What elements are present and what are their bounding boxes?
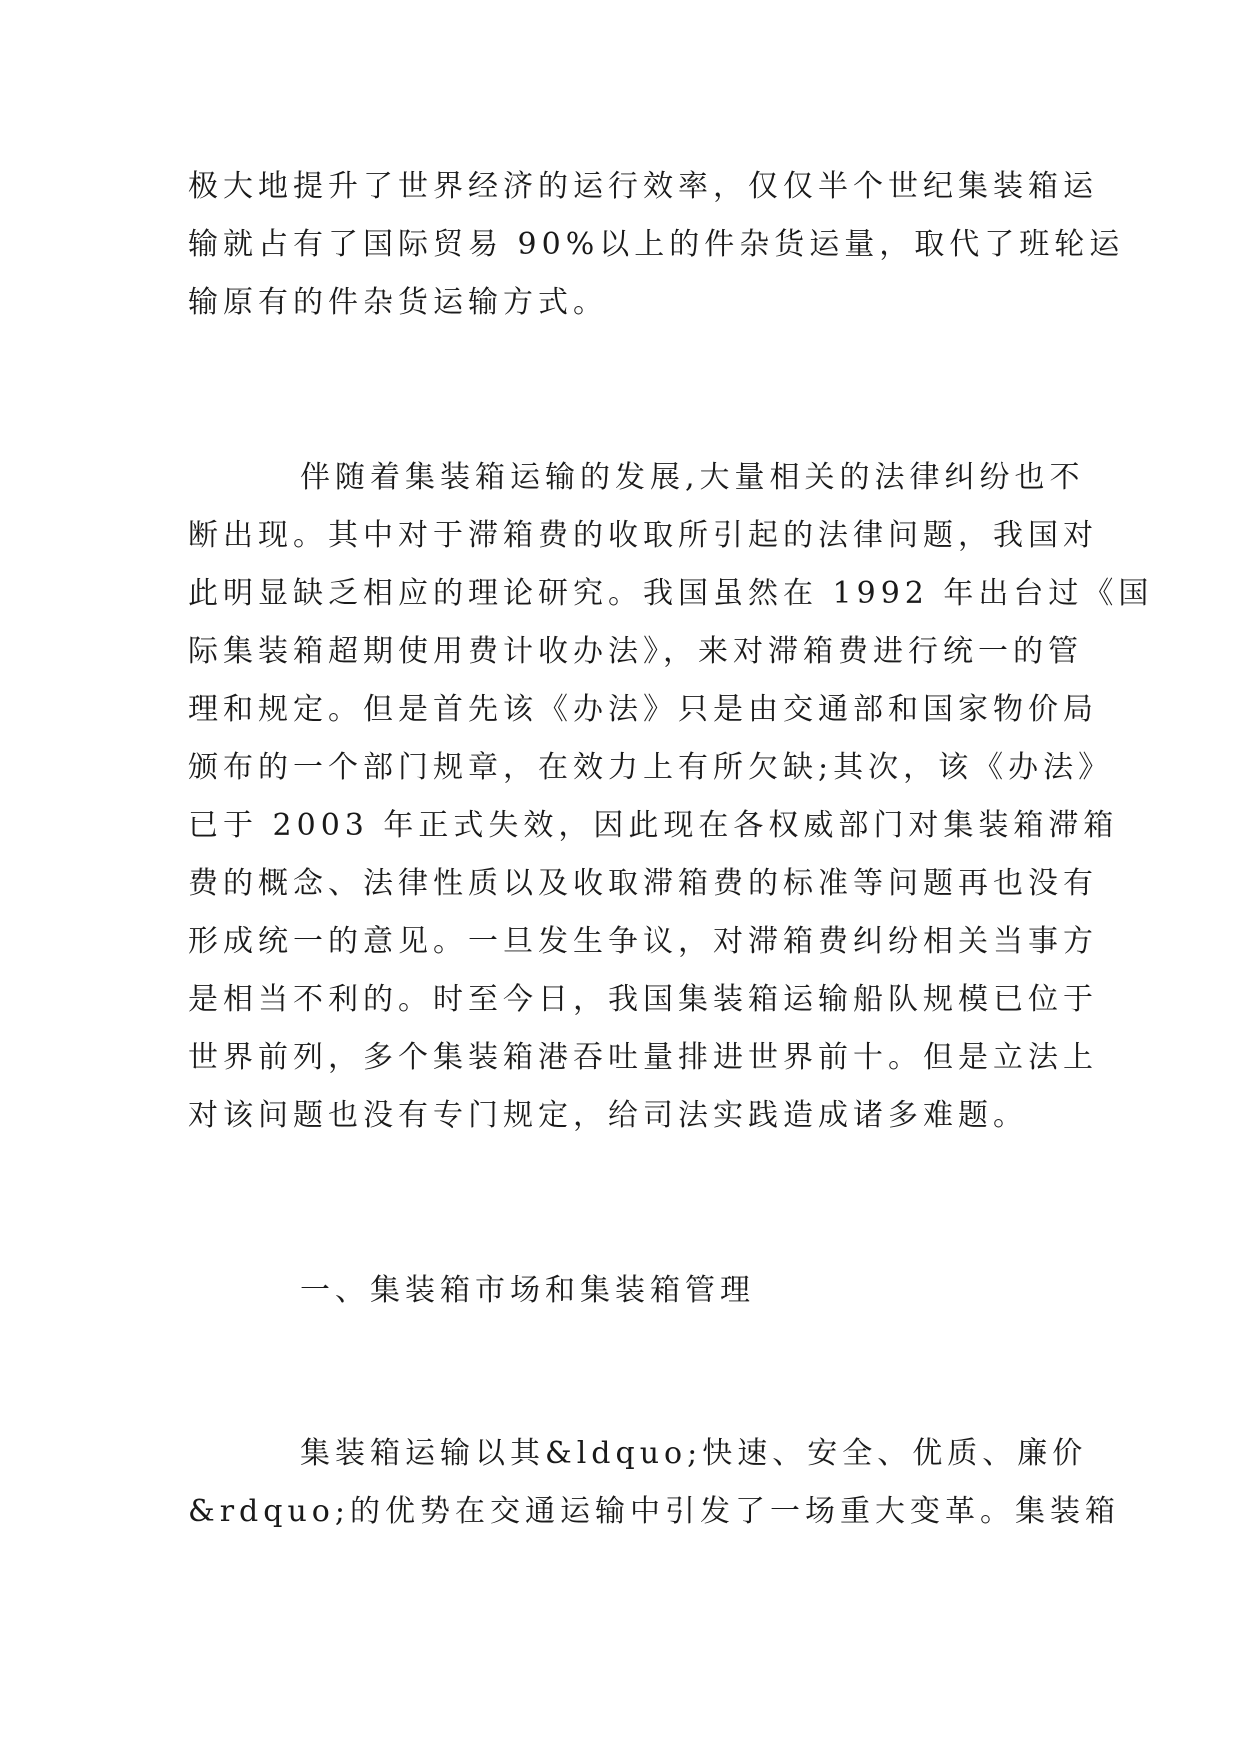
paragraph-line: 输就占有了国际贸易 90%以上的件杂货运量，取代了班轮运 (188, 227, 1125, 262)
paragraph-line: 集装箱运输以其&ldquo;快速、安全、优质、廉价 (300, 1436, 1088, 1471)
section-heading-text: 一、集装箱市场和集装箱管理 (300, 1273, 755, 1308)
paragraph-line: 此明显缺乏相应的理论研究。我国虽然在 1992 年出台过《国 (188, 576, 1154, 611)
paragraph-line: 是相当不利的。时至今日，我国集装箱运输船队规模已位于 (188, 982, 1098, 1017)
paragraph-line: 理和规定。但是首先该《办法》只是由交通部和国家物价局 (188, 692, 1098, 727)
paragraph-line: 断出现。其中对于滞箱费的收取所引起的法律问题，我国对 (188, 518, 1098, 553)
paragraph (188, 158, 1125, 332)
paragraph-line: 输原有的件杂货运输方式。 (188, 285, 608, 320)
paragraph-line: 费的概念、法律性质以及收取滞箱费的标准等问题再也没有 (188, 866, 1098, 901)
paragraph (188, 1425, 1120, 1541)
section-heading (188, 1262, 1058, 1320)
paragraph-line: &rdquo;的优势在交通运输中引发了一场重大变革。集装箱 (188, 1494, 1120, 1529)
paragraph-line: 已于 2003 年正式失效，因此现在各权威部门对集装箱滞箱 (188, 808, 1119, 843)
paragraph (188, 449, 1154, 1145)
paragraph-line: 伴随着集装箱运输的发展,大量相关的法律纠纷也不 (300, 460, 1085, 495)
paragraph-line: 世界前列，多个集装箱港吞吐量排进世界前十。但是立法上 (188, 1040, 1098, 1075)
paragraph-line: 形成统一的意见。一旦发生争议，对滞箱费纠纷相关当事方 (188, 924, 1098, 959)
paragraph-line: 际集装箱超期使用费计收办法》，来对滞箱费进行统一的管 (188, 634, 1083, 669)
paragraph-line: 极大地提升了世界经济的运行效率，仅仅半个世纪集装箱运 (188, 169, 1098, 204)
paragraph-line: 颁布的一个部门规章，在效力上有所欠缺;其次，该《办法》 (188, 750, 1114, 785)
paragraph-line: 对该问题也没有专门规定，给司法实践造成诸多难题。 (188, 1098, 1028, 1133)
